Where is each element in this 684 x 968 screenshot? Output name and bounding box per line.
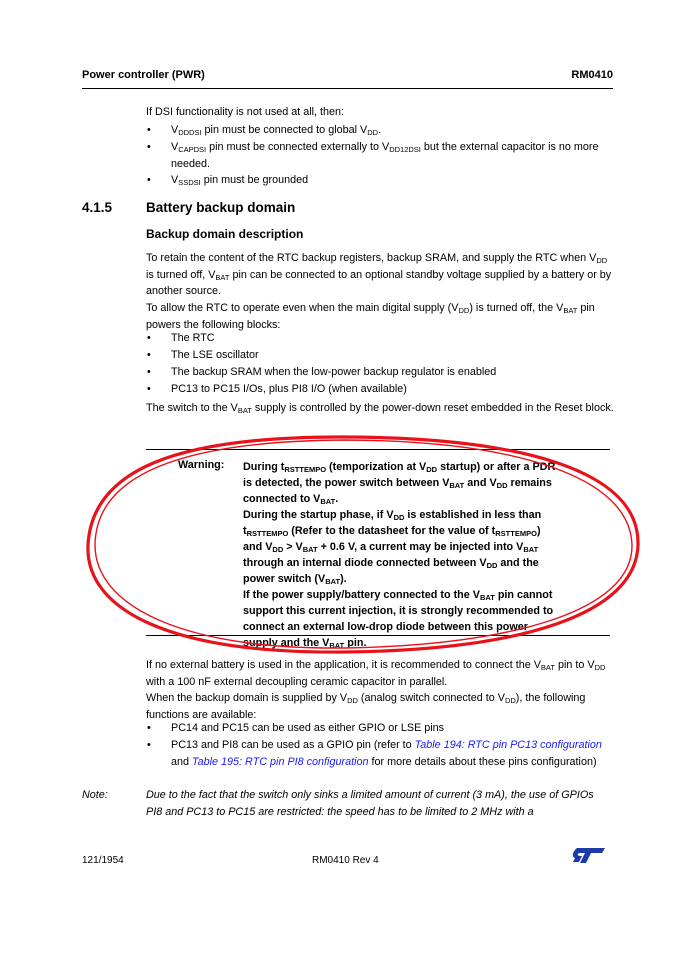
bullet: • xyxy=(147,383,151,395)
block-item: The RTC xyxy=(171,332,215,344)
paragraph-backup-1: To retain the content of the RTC backup registers, backup SRAM, and supply the RTC when $V_{DD}$ is turned off, $V_{BAT}$ pin can be connected to an optional standby voltage supplied by a battery or by another source. xyxy=(146,252,612,297)
footer-doc-rev: RM0410 Rev 4 xyxy=(312,855,379,866)
warning-line: During $t_{RSTTEMPO}$ (temporization at $V_{DD}$ startup) or after a PDR xyxy=(243,461,556,474)
bullet: • xyxy=(147,739,151,751)
bullet: • xyxy=(147,349,151,361)
section-title: Battery backup domain xyxy=(146,200,296,215)
note-text: Due to the fact that the switch only sinks a limited amount of current (3 mA), the use of GPIOs PI8 and PC13 to PC15 are restricted: the speed has to be limited to 2 MHz with a xyxy=(146,789,594,818)
bullet: • xyxy=(147,332,151,344)
warning-line: is detected, the power switch between $V_{BAT}$ and $V_{DD}$ remains xyxy=(243,477,552,490)
warning-line: support this current injection, it is strongly recommended to xyxy=(243,605,554,617)
function-item: PC13 and PI8 can be used as a GPIO pin (refer to Table 194: RTC pin PC13 configuration and Table 195: RTC pin PI8 configuration for more details about these pins configuration) xyxy=(171,739,602,768)
table-195-link[interactable]: Table 195: RTC pin PI8 configuration xyxy=(192,755,369,768)
paragraph-backup-2: To allow the RTC to operate even when the main digital supply $(V_{DD})$ is turned off, the $V_{BAT}$ pin powers the following blocks: xyxy=(146,302,595,331)
warning-label: Warning: xyxy=(178,459,225,471)
warning-line: supply and the $V_{BAT}$ pin. xyxy=(243,637,367,650)
warning-bottom-rule xyxy=(146,635,610,636)
table-194-link[interactable]: Table 194: RTC pin PC13 configuration xyxy=(414,739,602,751)
bullet: • xyxy=(147,722,151,734)
footer-page-number: 121/1954 xyxy=(82,855,124,866)
section-number: 4.1.5 xyxy=(82,200,113,215)
note-label: Note: xyxy=(82,789,108,801)
bullet: • xyxy=(147,366,151,378)
warning-line: During the startup phase, if $V_{DD}$ is established in less than xyxy=(243,509,542,522)
dsi-intro: If DSI functionality is not used at all, then: xyxy=(146,106,345,118)
st-logo xyxy=(572,846,606,864)
paragraph-supplied-by-vdd: When the backup domain is supplied by $V_{DD}$ (analog switch connected to $V_{DD}$), the following functions are available: xyxy=(146,692,586,721)
block-item: PC13 to PC15 I/Os, plus PI8 I/O (when available) xyxy=(171,383,407,395)
bullet: • xyxy=(147,174,151,186)
block-item: The backup SRAM when the low-power backup regulator is enabled xyxy=(171,366,497,378)
warning-line: connect an external low-drop diode between this power xyxy=(243,621,528,633)
block-item: The LSE oscillator xyxy=(171,349,259,361)
warning-line: through an internal diode connected between $V_{DD}$ and the xyxy=(243,557,539,570)
paragraph-switch: The switch to the $V_{BAT}$ supply is controlled by the power-down reset embedded in the Reset block. xyxy=(146,402,614,415)
warning-top-rule xyxy=(146,449,610,450)
dsi-bullet-2: $V_{CAPDSI}$ pin must be connected externally to $V_{DD12DSI}$ but the external capacitor is no more needed. xyxy=(171,141,599,170)
warning-line: connected to $V_{BAT}$. xyxy=(243,493,339,506)
header-divider xyxy=(82,88,613,89)
dsi-bullet-3: $V_{SSDSI}$ pin must be grounded xyxy=(171,174,309,187)
subsection-title: Backup domain description xyxy=(146,227,304,241)
function-item: PC14 and PC15 can be used as either GPIO or LSE pins xyxy=(171,722,445,734)
warning-line: and $V_{DD} > V_{BAT} + 0.6$ V, a current may be injected into $V_{BAT}$ xyxy=(243,541,539,554)
bullet: • xyxy=(147,141,151,153)
warning-line: If the power supply/battery connected to the $V_{BAT}$ pin cannot xyxy=(243,589,553,602)
warning-line: $t_{RSTTEMPO}$ (Refer to the datasheet for the value of $t_{RSTTEMPO}$) xyxy=(243,525,541,538)
header-doc-id: RM0410 xyxy=(571,69,613,81)
warning-line: power switch $(V_{BAT})$. xyxy=(243,573,347,586)
paragraph-no-battery: If no external battery is used in the application, it is recommended to connect the $V_{BAT}$ pin to $V_{DD}$ with a 100 nF external decoupling ceramic capacitor in parallel. xyxy=(146,659,606,688)
header-title: Power controller (PWR) xyxy=(82,69,205,81)
dsi-bullet-1: $V_{DDDSI}$ pin must be connected to global $V_{DD}$. xyxy=(171,124,382,137)
bullet: • xyxy=(147,124,151,136)
